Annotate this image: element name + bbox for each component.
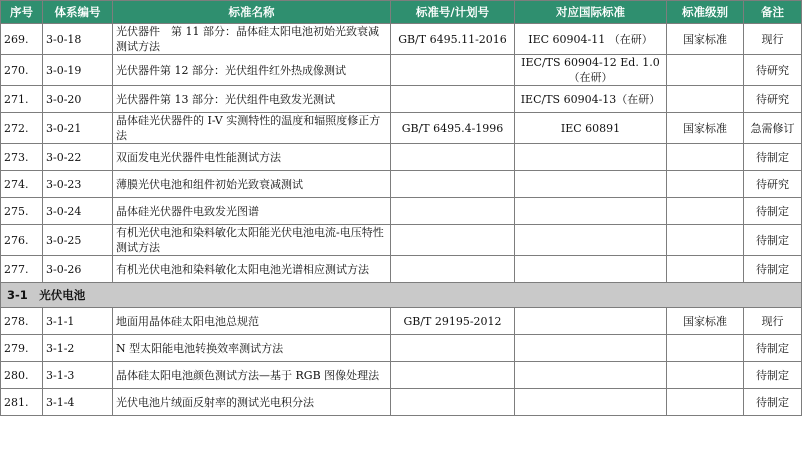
section-body <box>1 283 802 308</box>
cell-name: 双面发电光伏器件电性能测试方法 <box>113 144 391 171</box>
cell-code: 3-1-2 <box>43 335 113 362</box>
cell-std-no <box>391 389 515 416</box>
cell-seq: 271. <box>1 86 43 113</box>
cell-note: 待制定 <box>744 362 802 389</box>
cell-note: 待研究 <box>744 55 802 86</box>
cell-level <box>667 335 744 362</box>
cell-intl <box>515 144 667 171</box>
cell-note: 待制定 <box>744 198 802 225</box>
header-note: 备注 <box>744 1 802 24</box>
cell-code: 3-0-18 <box>43 24 113 55</box>
header-seq: 序号 <box>1 1 43 24</box>
cell-code: 3-0-24 <box>43 198 113 225</box>
table-row <box>1 225 802 256</box>
cell-std-no <box>391 144 515 171</box>
header-code: 体系编号 <box>43 1 113 24</box>
cell-std-no <box>391 55 515 86</box>
table-row <box>1 198 802 225</box>
header-intl: 对应国际标准 <box>515 1 667 24</box>
cell-name: 薄膜光伏电池和组件初始光致衰减测试 <box>113 171 391 198</box>
cell-level <box>667 389 744 416</box>
cell-seq: 274. <box>1 171 43 198</box>
cell-seq: 279. <box>1 335 43 362</box>
cell-intl <box>515 171 667 198</box>
cell-intl: IEC/TS 60904-13（在研） <box>515 86 667 113</box>
cell-seq: 280. <box>1 362 43 389</box>
cell-intl <box>515 362 667 389</box>
cell-note: 待制定 <box>744 389 802 416</box>
cell-intl: IEC/TS 60904-12 Ed. 1.0（在研） <box>515 55 667 86</box>
cell-name: 地面用晶体硅太阳电池总规范 <box>113 308 391 335</box>
table-row <box>1 113 802 144</box>
table-body-b <box>1 308 802 416</box>
cell-std-no <box>391 86 515 113</box>
cell-name: N 型太阳能电池转换效率测试方法 <box>113 335 391 362</box>
cell-std-no <box>391 171 515 198</box>
cell-intl <box>515 308 667 335</box>
cell-note: 待制定 <box>744 225 802 256</box>
cell-intl <box>515 198 667 225</box>
cell-note: 现行 <box>744 24 802 55</box>
cell-note: 待制定 <box>744 144 802 171</box>
cell-name: 有机光伏电池和染料敏化太阳能光伏电池电流-电压特性测试方法 <box>113 225 391 256</box>
cell-seq: 269. <box>1 24 43 55</box>
cell-note: 现行 <box>744 308 802 335</box>
cell-std-no <box>391 198 515 225</box>
cell-std-no: GB/T 6495.11-2016 <box>391 24 515 55</box>
table-row <box>1 171 802 198</box>
header-row <box>1 1 802 24</box>
section-row <box>1 283 802 308</box>
table-row <box>1 256 802 283</box>
cell-seq: 281. <box>1 389 43 416</box>
cell-std-no: GB/T 29195-2012 <box>391 308 515 335</box>
table-row <box>1 308 802 335</box>
table-body-a <box>1 24 802 283</box>
cell-std-no <box>391 225 515 256</box>
cell-level <box>667 144 744 171</box>
cell-seq: 277. <box>1 256 43 283</box>
cell-note: 待制定 <box>744 335 802 362</box>
table-row <box>1 144 802 171</box>
cell-level: 国家标准 <box>667 308 744 335</box>
cell-name: 光伏器件第 12 部分：光伏组件红外热成像测试 <box>113 55 391 86</box>
cell-code: 3-0-21 <box>43 113 113 144</box>
cell-code: 3-1-1 <box>43 308 113 335</box>
table-row <box>1 86 802 113</box>
cell-level <box>667 171 744 198</box>
cell-level <box>667 256 744 283</box>
cell-note: 急需修订 <box>744 113 802 144</box>
cell-code: 3-1-3 <box>43 362 113 389</box>
table-row <box>1 335 802 362</box>
cell-seq: 272. <box>1 113 43 144</box>
cell-code: 3-0-22 <box>43 144 113 171</box>
cell-intl <box>515 335 667 362</box>
cell-std-no <box>391 335 515 362</box>
cell-level <box>667 225 744 256</box>
table-row <box>1 55 802 86</box>
cell-code: 3-0-20 <box>43 86 113 113</box>
section-title: 3-1 光伏电池 <box>1 283 802 308</box>
cell-code: 3-1-4 <box>43 389 113 416</box>
cell-level: 国家标准 <box>667 113 744 144</box>
cell-name: 光伏器件第 13 部分：光伏组件电致发光测试 <box>113 86 391 113</box>
cell-level <box>667 198 744 225</box>
cell-name: 光伏电池片绒面反射率的测试光电积分法 <box>113 389 391 416</box>
cell-seq: 275. <box>1 198 43 225</box>
cell-name: 光伏器件 第 11 部分：晶体硅太阳电池初始光致衰减测试方法 <box>113 24 391 55</box>
cell-name: 晶体硅光伏器件电致发光图谱 <box>113 198 391 225</box>
cell-name: 晶体硅太阳电池颜色测试方法—基于 RGB 图像处理法 <box>113 362 391 389</box>
header-name: 标准名称 <box>113 1 391 24</box>
cell-seq: 278. <box>1 308 43 335</box>
cell-code: 3-0-26 <box>43 256 113 283</box>
cell-level: 国家标准 <box>667 24 744 55</box>
cell-std-no <box>391 256 515 283</box>
header-std-no: 标准号/计划号 <box>391 1 515 24</box>
cell-code: 3-0-19 <box>43 55 113 86</box>
cell-note: 待研究 <box>744 86 802 113</box>
cell-seq: 270. <box>1 55 43 86</box>
cell-level <box>667 55 744 86</box>
cell-note: 待研究 <box>744 171 802 198</box>
table-row <box>1 24 802 55</box>
cell-level <box>667 362 744 389</box>
table-row <box>1 389 802 416</box>
cell-intl: IEC 60891 <box>515 113 667 144</box>
cell-level <box>667 86 744 113</box>
cell-std-no <box>391 362 515 389</box>
table-row <box>1 362 802 389</box>
cell-intl <box>515 389 667 416</box>
cell-seq: 276. <box>1 225 43 256</box>
cell-code: 3-0-25 <box>43 225 113 256</box>
cell-intl: IEC 60904-11 （在研） <box>515 24 667 55</box>
cell-name: 有机光伏电池和染料敏化太阳电池光谱相应测试方法 <box>113 256 391 283</box>
cell-name: 晶体硅光伏器件的 I-V 实测特性的温度和辐照度修正方法 <box>113 113 391 144</box>
cell-note: 待制定 <box>744 256 802 283</box>
cell-std-no: GB/T 6495.4-1996 <box>391 113 515 144</box>
header-level: 标准级别 <box>667 1 744 24</box>
cell-intl <box>515 256 667 283</box>
cell-code: 3-0-23 <box>43 171 113 198</box>
cell-seq: 273. <box>1 144 43 171</box>
cell-intl <box>515 225 667 256</box>
